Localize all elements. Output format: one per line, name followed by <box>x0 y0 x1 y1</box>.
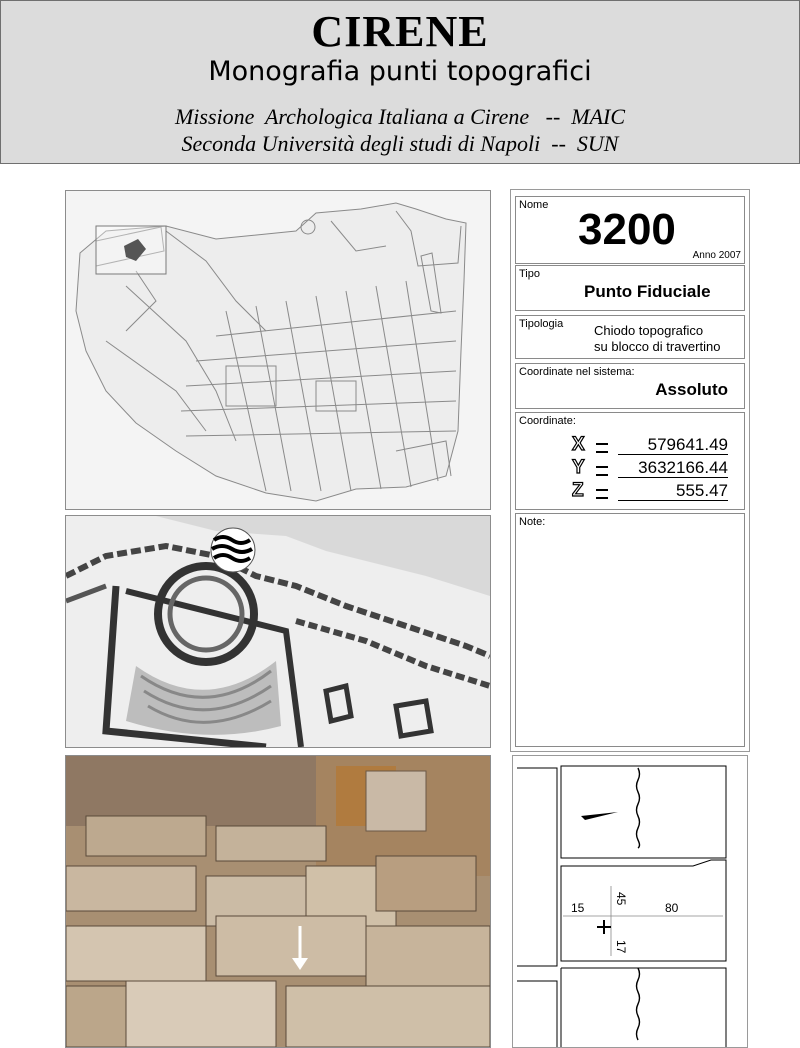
coord-y-row <box>572 458 728 478</box>
tipo-label: Tipo <box>519 268 540 280</box>
sketch-dim-80: 80 <box>665 901 679 915</box>
tipologia-box <box>515 315 745 359</box>
equals-icon <box>596 489 608 499</box>
coord-x-value: 579641.49 <box>618 435 728 455</box>
sistema-label: Coordinate nel sistema: <box>519 366 635 378</box>
page-subtitle: Monografia punti topografici <box>208 56 592 87</box>
site-photo-image <box>66 756 490 1047</box>
coordinate-label: Coordinate: <box>519 415 576 427</box>
z-letter: Z <box>572 480 584 501</box>
equals-icon <box>596 466 608 476</box>
nome-box <box>515 196 745 264</box>
site-map-image <box>66 191 490 509</box>
detail-map-image <box>66 516 490 747</box>
point-number: 3200 <box>578 205 676 254</box>
sistema-box <box>515 363 745 409</box>
site-photo-panel <box>65 755 491 1048</box>
coord-z-row <box>572 481 728 501</box>
page-title: CIRENE <box>311 7 489 56</box>
location-sketch <box>513 756 747 1047</box>
x-letter: X <box>572 434 585 455</box>
coord-z-value: 555.47 <box>618 481 728 501</box>
detail-map-panel <box>65 515 491 748</box>
university-line: Seconda Università degli studi di Napoli -- SUN <box>181 131 619 156</box>
site-map-panel <box>65 190 491 510</box>
note-box <box>515 513 745 747</box>
sistema-value: Assoluto <box>655 380 728 399</box>
equals-icon <box>596 443 608 453</box>
coordinate-box <box>515 412 745 510</box>
sketch-dim-45: 45 <box>614 892 628 906</box>
tipologia-value <box>594 323 720 355</box>
y-letter: Y <box>572 457 585 478</box>
tipologia-line-2: su blocco di travertino <box>594 339 721 354</box>
note-label: Note: <box>519 516 546 528</box>
tipologia-line-1: Chiodo topografico <box>594 323 704 338</box>
tipo-box <box>515 265 745 311</box>
year-label: Anno 2007 <box>692 250 741 261</box>
tipologia-label: Tipologia <box>519 318 564 330</box>
coord-y-value: 3632166.44 <box>618 458 728 478</box>
location-sketch-panel <box>512 755 748 1048</box>
sketch-dim-17: 17 <box>614 940 628 954</box>
tipo-value: Punto Fiduciale <box>584 282 711 301</box>
coord-x-row <box>572 435 728 455</box>
nome-label: Nome <box>519 199 549 211</box>
mission-line: Missione Archologica Italiana a Cirene -- MAIC <box>174 104 626 129</box>
sketch-dim-15: 15 <box>571 901 585 915</box>
